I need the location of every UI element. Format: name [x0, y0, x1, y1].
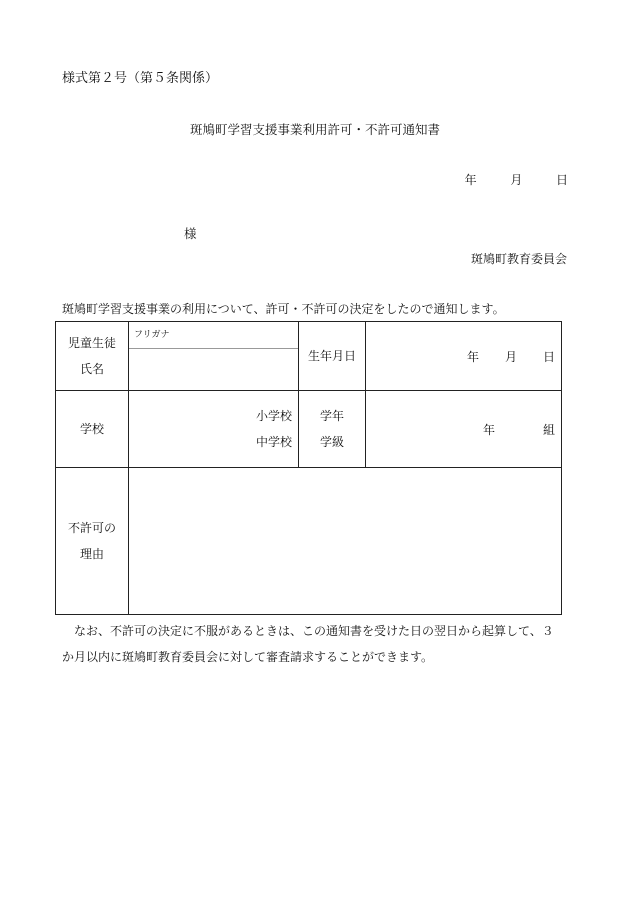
- name-field[interactable]: [129, 349, 298, 390]
- elementary-school-label: 小学校: [255, 409, 292, 423]
- grade-class-field[interactable]: [366, 391, 562, 468]
- furigana-label: フリガナ: [134, 330, 170, 340]
- date-month-label: 月: [510, 173, 523, 187]
- reason-field[interactable]: [129, 468, 562, 615]
- student-label-line2: 氏名: [79, 362, 104, 376]
- birth-year-label: 年: [466, 349, 479, 364]
- document-title: 斑鳩町学習支援事業利用許可・不許可通知書: [189, 122, 440, 137]
- class-unit-label: 組: [542, 422, 555, 437]
- reason-label-cell: [56, 468, 129, 615]
- school-row: [56, 391, 562, 468]
- reason-row: [56, 468, 562, 615]
- date-day-label: 日: [555, 173, 568, 187]
- issue-date-line: [465, 171, 568, 188]
- birthdate-field[interactable]: [366, 322, 562, 391]
- school-label-cell: [56, 391, 129, 468]
- addressee-honorific: 様: [184, 226, 197, 241]
- reason-label-line1: 不許可の: [67, 521, 116, 535]
- furigana-field[interactable]: [129, 322, 298, 349]
- birthdate-label-cell: [299, 322, 366, 391]
- birth-day-label: 日: [542, 349, 555, 364]
- appeal-note-line1: なお、不許可の決定に不服があるときは、この通知書を受けた日の翌日から起算して、３: [74, 624, 554, 638]
- junior-high-school-label: 中学校: [255, 435, 292, 449]
- student-name-label-cell: [56, 322, 129, 391]
- intro-text: 斑鳩町学習支援事業の利用について、許可・不許可の決定をしたので通知します。: [62, 302, 505, 316]
- class-label: 学級: [319, 435, 344, 449]
- appeal-note-line2: か月以内に斑鳩町教育委員会に対して審査請求することができます。: [62, 650, 434, 664]
- grade-unit-label: 年: [482, 422, 495, 437]
- reason-label-line2: 理由: [79, 547, 104, 561]
- date-year-label: 年: [464, 173, 477, 187]
- grade-class-label-cell: [299, 391, 366, 468]
- birthdate-label: 生年月日: [307, 349, 356, 363]
- birth-month-label: 月: [504, 349, 517, 364]
- issuer-name: 斑鳩町教育委員会: [470, 252, 567, 266]
- student-label-line1: 児童生徒: [67, 336, 116, 350]
- student-row: [56, 322, 562, 391]
- school-label: 学校: [79, 422, 104, 436]
- appeal-note: [62, 618, 572, 670]
- student-name-cell[interactable]: [129, 322, 299, 391]
- notice-form-table: [55, 321, 562, 615]
- school-name-field[interactable]: [129, 391, 299, 468]
- form-number: 様式第２号（第５条関係）: [62, 71, 219, 86]
- grade-label: 学年: [319, 409, 344, 423]
